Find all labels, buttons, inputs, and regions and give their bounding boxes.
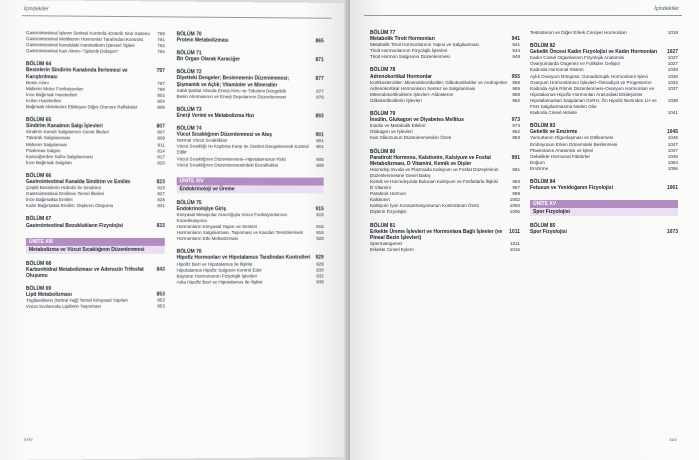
chapter-page-number: 1061 bbox=[666, 185, 678, 192]
toc-entry bbox=[370, 167, 520, 179]
toc-entry-page-number: 1032 bbox=[667, 79, 678, 85]
chapter-page-number: 901 bbox=[315, 132, 324, 139]
toc-entry-title: Erkekte Cinsel Eylem bbox=[370, 246, 414, 252]
toc-entry-title: Karaciğerden Safra Salgılanması bbox=[25, 153, 94, 159]
chapter-entry bbox=[370, 67, 520, 104]
chapter-title: Gastrointestinal Kanalda Sindirim ve Emilim bbox=[25, 179, 131, 186]
toc-entry-title: Hipofiz Bezi ve Hipotalamus ile İlişkisi bbox=[176, 261, 252, 267]
toc-entry-page-number: 1027 bbox=[667, 55, 678, 61]
chapter-entry bbox=[26, 173, 165, 210]
toc-entry-page-number: 1047 bbox=[667, 147, 678, 153]
toc-entry-title: Ovaryum Hormonlarının İşlevleri–Östradiyol ve Progesteron bbox=[530, 79, 652, 85]
chapter-label: BÖLÜM 72 bbox=[176, 69, 202, 76]
toc-entry-page-number: 1037 bbox=[667, 85, 678, 91]
toc-entry-page-number: 1028 bbox=[667, 67, 678, 73]
chapter-title: Vücut Sıcaklığının Düzenlenmesi ve Ateş bbox=[176, 131, 273, 139]
chapter-title: Endokrinolojiye Giriş bbox=[176, 205, 227, 212]
toc-entry bbox=[177, 236, 324, 242]
toc-entry-title: Kadında Hormonal Sistem bbox=[530, 67, 584, 73]
toc-entry-page-number: 958 bbox=[512, 91, 520, 97]
chapter-title: Hipofiz Hormonları ve Hipotalamus Tarafından Kontrolleri bbox=[176, 255, 311, 262]
toc-entry-title: Kortikosteroitler: Mineralokortikoitler, Glikokortikoitler ve Androjenler bbox=[370, 79, 508, 85]
toc-column-right-1 bbox=[370, 30, 520, 253]
toc-entry-page-number: 901 bbox=[316, 144, 324, 150]
toc-entry-group bbox=[530, 30, 678, 36]
toc-entry-title: Gastrointestinal Kanaldaki Hareketlerin İşlevsel Tipleri bbox=[25, 42, 135, 49]
unit-title: Spor Fizyolojisi bbox=[530, 208, 678, 216]
toc-entry-page-number: 1016 bbox=[509, 246, 520, 252]
chapter-label: BÖLÜM 83 bbox=[530, 123, 556, 130]
chapter-page-number: 941 bbox=[511, 36, 520, 43]
chapter-page-number: 1073 bbox=[666, 229, 678, 236]
chapter-entry bbox=[177, 31, 324, 44]
chapter-title: İnsülin, Glukagon ve Diyabetes Mellitus bbox=[370, 117, 464, 124]
right-page bbox=[350, 0, 699, 460]
toc-entry-page-number: 1011 bbox=[510, 240, 520, 246]
toc-entry-title: Ovaryumlarda Oogenez ve Foliküler Gelişim bbox=[530, 61, 621, 67]
toc-entry-title: Gebelikte Hormonal Faktörler bbox=[530, 153, 590, 159]
chapter-label: BÖLÜM 85 bbox=[530, 223, 556, 230]
toc-entry-title: Bağırsak Aktivitesini Etkileyen Diğer Otonom Refleksler bbox=[25, 104, 138, 110]
toc-entry-title: Kalsitonin bbox=[370, 197, 390, 203]
toc-entry-page-number: 823 bbox=[157, 185, 165, 191]
running-head-left: İçindekiler bbox=[23, 6, 49, 13]
chapter-entry bbox=[530, 43, 678, 116]
page-number-left: xxiv bbox=[23, 436, 33, 442]
toc-entry-title: Hormonların Etki Mekanizması bbox=[176, 236, 239, 242]
chapter-title: Gebelik Öncesi Kadın Fizyolojisi ve Kadın Hormonları bbox=[530, 49, 658, 56]
toc-entry-page-number: 905 bbox=[316, 156, 324, 162]
chapter-entry bbox=[530, 179, 678, 191]
toc-entry-page-number: 1047 bbox=[667, 141, 678, 147]
chapter-title: Enerji Verimi ve Metabolizma Hızı bbox=[176, 112, 255, 120]
chapter-page-number: 843 bbox=[156, 266, 165, 273]
toc-entry-title: Hipotalamus Hipofiz Salgısını Kontrol Eder bbox=[176, 267, 262, 273]
toc-entry-page-number: 802 bbox=[157, 92, 165, 98]
toc-entry-page-number: 799 bbox=[157, 86, 165, 92]
toc-entry-page-number: 853 bbox=[157, 297, 165, 303]
toc-entry-page-number: 1041 bbox=[667, 110, 678, 116]
chapter-title-row bbox=[177, 76, 324, 89]
header-rule-right bbox=[364, 15, 682, 16]
chapter-page-number: 1045 bbox=[666, 129, 678, 136]
chapter-page-number: 871 bbox=[315, 57, 324, 64]
unit-header bbox=[26, 238, 165, 254]
chapter-title: Lipit Metabolizması bbox=[25, 291, 72, 298]
toc-entry-title: Arka Hipofiz Bezi ve Hipotalamus ile İlişkisi bbox=[176, 279, 263, 285]
toc-entry-title: Tiroit Hormon Salgısının Düzenlenmesi bbox=[370, 54, 450, 60]
toc-entry-page-number: 814 bbox=[157, 148, 165, 154]
toc-entry-page-number: 1056 bbox=[667, 165, 678, 171]
chapter-label: BÖLÜM 70 bbox=[176, 31, 202, 38]
toc-entry bbox=[370, 98, 520, 104]
chapter-entry bbox=[530, 123, 678, 172]
toc-entry-page-number: 820 bbox=[157, 160, 165, 166]
toc-entry-page-number: 1003 bbox=[509, 203, 520, 209]
chapter-entry bbox=[26, 62, 165, 111]
toc-entry-page-number: 962 bbox=[512, 97, 520, 103]
chapter-page-number: 893 bbox=[315, 113, 324, 120]
chapter-entry bbox=[370, 223, 520, 253]
chapter-entry bbox=[177, 249, 324, 285]
chapter-label: BÖLÜM 64 bbox=[25, 61, 52, 68]
toc-entry-page-number: 982 bbox=[512, 129, 520, 135]
chapter-entry bbox=[177, 69, 324, 100]
chapter-title-row bbox=[177, 56, 324, 63]
toc-entry-page-number: 817 bbox=[157, 154, 165, 160]
left-page bbox=[0, 0, 344, 460]
toc-entry bbox=[177, 279, 324, 285]
toc-entry-page-number: 944 bbox=[512, 48, 520, 54]
toc-entry-title: Kolon Hareketleri bbox=[25, 98, 62, 104]
toc-entry-page-number: 809 bbox=[157, 135, 165, 141]
toc-entry-title: Kemik ve Hücredışında Bulunan Kalsiyum ve Fosfatlarla İlişkisi bbox=[370, 178, 498, 184]
toc-entry-page-number: 973 bbox=[512, 123, 520, 129]
toc-entry-title: Sindirim Kanalı Salgılarının Genel İlkeleri bbox=[25, 129, 109, 135]
toc-entry-page-number: 1027 bbox=[667, 61, 678, 67]
toc-entry-page-number: 1049 bbox=[667, 153, 678, 159]
chapter-title-row bbox=[177, 37, 324, 44]
toc-entry-title: Adrenokortikal Hormonların Sentez ve Salgılanması bbox=[370, 85, 476, 91]
toc-entry-title: Büyüme Hormonunun Fizyolojik İşlevleri bbox=[176, 273, 257, 279]
toc-entry-title: Hipotalamustan Salgılanan GnRH, Ön Hipofiz Bezinden LH ve FSH Salgılanmasına Neden Olur bbox=[530, 97, 657, 110]
unit-header bbox=[177, 177, 324, 193]
toc-entry bbox=[177, 94, 324, 101]
chapter-page-number: 853 bbox=[156, 291, 165, 298]
chapter-entry bbox=[177, 50, 324, 63]
chapter-title: Adrenokortikal Hormonlar bbox=[370, 73, 432, 80]
chapter-entry bbox=[177, 107, 324, 120]
toc-entry-title: İnce Bağırsakta Emilim bbox=[25, 197, 73, 203]
toc-entry-page-number: 853 bbox=[157, 303, 165, 309]
toc-entry-page-number: 991 bbox=[512, 166, 520, 172]
toc-entry bbox=[26, 160, 165, 166]
toc-entry-title: Hormonların Kimyasal Yapısı ve Sentezi bbox=[176, 224, 258, 230]
chapter-page-number: 823 bbox=[156, 179, 165, 186]
toc-entry-page-number: 1038 bbox=[667, 97, 678, 103]
toc-entry-title: Trigliseritlerin (Nötral Yağ) Temel Kimyasal Yapıları bbox=[25, 297, 129, 304]
toc-entry-title: İnce Bağırsak Salgıları bbox=[25, 159, 72, 165]
toc-entry-title: Sabit Şartlar Altında Enerji Alımı ve Tüketimi Dengelidir bbox=[176, 87, 287, 94]
chapter-label: BÖLÜM 73 bbox=[176, 106, 202, 113]
toc-entry bbox=[177, 212, 324, 224]
chapter-page-number: 991 bbox=[511, 154, 520, 161]
toc-entry bbox=[530, 110, 678, 116]
toc-entry-page-number: 929 bbox=[316, 261, 324, 267]
toc-entry-title: Testosteron ve Diğer Erkek Cinsiyet Hormonları bbox=[530, 30, 627, 35]
toc-entry-title: Besin Alımı bbox=[25, 79, 49, 85]
toc-entry-title: Kimyasal Mesajcılar Aracılığıyla Vücut Fonksiyonlarının Koordinasyonu bbox=[176, 211, 288, 224]
chapter-page-number: 833 bbox=[156, 222, 165, 229]
chapter-title: Metabolik Tiroit Hormonları bbox=[370, 36, 435, 43]
toc-column-left-1 bbox=[26, 30, 165, 310]
toc-entry-title: Pankreas Salgısı bbox=[25, 147, 61, 153]
chapter-title: Karbonhidrat Metabolizması ve Adenozin Trifosfat Oluşumu bbox=[25, 266, 144, 279]
toc-entry-page-number: 789 bbox=[157, 31, 165, 37]
chapter-entry bbox=[530, 223, 678, 235]
chapter-title-row bbox=[26, 266, 165, 278]
chapter-title-row bbox=[370, 155, 520, 167]
toc-entry bbox=[26, 48, 165, 55]
chapter-entry bbox=[370, 149, 520, 216]
toc-entry-page-number: 806 bbox=[157, 104, 165, 110]
chapter-page-number: 877 bbox=[315, 76, 324, 83]
chapter-title-row bbox=[177, 113, 324, 120]
toc-entry-page-number: 930 bbox=[316, 267, 324, 273]
toc-entry-title: Vücut Sıvılarında Lipitlerin Taşınması bbox=[25, 303, 102, 310]
toc-entry-title: Vücut Sıcaklığının Düzenlenmesindeki Bozukluklar bbox=[176, 162, 279, 168]
toc-entry-title: Hormonların Salgılanması, Taşınması ve Kandan Temizlenmesi bbox=[176, 230, 303, 236]
toc-entry-title: Kan Glikozunun Düzenlenmesinin Özeti bbox=[370, 135, 451, 141]
toc-entry bbox=[370, 135, 520, 141]
toc-entry-title: Paratiroit Hormon bbox=[370, 191, 406, 197]
chapter-title: Bir Organ Olarak Karaciğer bbox=[176, 56, 241, 63]
toc-entry-title: Midenin Motor Fonksiyonları bbox=[25, 85, 84, 92]
toc-entry-page-number: 939 bbox=[316, 279, 324, 285]
header-rule-left bbox=[22, 15, 332, 19]
chapter-entry bbox=[26, 286, 165, 311]
toc-entry-page-number: 901 bbox=[316, 138, 324, 144]
chapter-title-row bbox=[530, 229, 678, 235]
toc-entry-page-number: 811 bbox=[157, 142, 165, 148]
toc-entry bbox=[530, 166, 678, 172]
toc-entry-page-number: 797 bbox=[157, 80, 165, 86]
toc-entry-title: Kadında Cinsel Aktivite bbox=[530, 110, 577, 116]
toc-entry-page-number: 915 bbox=[316, 212, 324, 218]
toc-entry-title: Kadın Cinsel Organlarının Fizyolojik Anatomisi bbox=[530, 55, 625, 61]
toc-entry bbox=[370, 54, 520, 60]
chapter-label: BÖLÜM 68 bbox=[25, 260, 52, 267]
toc-entry-page-number: 1045 bbox=[667, 135, 678, 141]
toc-entry-page-number: 915 bbox=[316, 224, 324, 230]
chapter-label: BÖLÜM 78 bbox=[370, 67, 396, 74]
toc-entry-page-number: 794 bbox=[157, 49, 165, 55]
toc-entry bbox=[177, 144, 324, 157]
chapter-label: BÖLÜM 75 bbox=[176, 199, 202, 206]
chapter-label: BÖLÜM 65 bbox=[25, 117, 52, 124]
chapter-page-number: 955 bbox=[511, 73, 520, 80]
toc-entry-title: Yumurtanın Olgunlaşması ve Döllenmesi bbox=[530, 135, 613, 141]
toc-entry bbox=[26, 104, 165, 111]
chapter-title: Erkekte Üreme İşlevleri ve Hormonlara Bağlı İşlevler (ve Pineal Bezin İşlevleri) bbox=[370, 228, 503, 241]
toc-entry bbox=[26, 304, 165, 310]
toc-entry-title: Mineralokortikoitlerin İşlevleri–Aldosteron bbox=[370, 91, 454, 97]
toc-entry-title: Tiroit Hormonlarının Fizyolojik İşlevleri bbox=[370, 48, 448, 54]
page-number-right: xxv bbox=[669, 437, 677, 442]
toc-entry-title: Emzirme bbox=[530, 165, 549, 171]
toc-entry-page-number: 955 bbox=[512, 85, 520, 91]
chapter-label: BÖLÜM 79 bbox=[370, 111, 396, 118]
chapter-page-number: 1011 bbox=[509, 228, 520, 235]
toc-entry-page-number: 804 bbox=[157, 98, 165, 104]
chapter-page-number: 915 bbox=[315, 206, 324, 213]
toc-entry-page-number: 918 bbox=[316, 230, 324, 236]
chapter-title: Fetusun ve Yenidoğanın Fizyolojisi bbox=[530, 185, 613, 192]
chapter-entry bbox=[26, 117, 165, 166]
toc-entry-title: Glikokortikoitlerin İşlevleri bbox=[370, 97, 422, 103]
toc-entry-title: Hücredışı Sıvıda ve Plazmada Kalsiyum ve Fosfat Düzeylerinin Düzenlenmesine Genel Bakış bbox=[370, 166, 499, 178]
toc-entry-page-number: 827 bbox=[157, 191, 165, 197]
chapter-entry bbox=[370, 30, 520, 60]
chapter-title: Besinlerin Sindirim Kanalında İlerlemesi ve Karıştırılması bbox=[25, 67, 128, 80]
chapter-label: BÖLÜM 66 bbox=[25, 172, 52, 179]
chapter-label: BÖLÜM 69 bbox=[25, 285, 52, 292]
toc-entry-title: Besin Alınmasının ve Enerji Depolarının Düzenlenmesi bbox=[176, 93, 286, 100]
toc-entry-page-number: 1028 bbox=[667, 73, 678, 79]
toc-entry-page-number: 879 bbox=[316, 94, 324, 100]
chapter-entry bbox=[26, 260, 165, 278]
toc-column-right-2 bbox=[530, 30, 678, 235]
chapter-title: Paratiroit Hormonu, Kalsitonin, Kalsiyum ve Fosfat Metabolizması, D Vitamini, Kemik ve Dişler bbox=[370, 154, 491, 167]
toc-entry-title: Spermatogenez bbox=[370, 240, 403, 246]
chapter-label: BÖLÜM 77 bbox=[370, 30, 396, 36]
toc-entry bbox=[530, 86, 678, 98]
toc-entry bbox=[530, 30, 678, 36]
chapter-entry bbox=[370, 111, 520, 141]
toc-entry-page-number: 807 bbox=[157, 129, 165, 135]
toc-entry bbox=[370, 247, 520, 253]
toc-entry-page-number: 993 bbox=[512, 178, 520, 184]
toc-entry-page-number: 791 bbox=[157, 37, 165, 43]
toc-entry-title: Tükürük Salgılanması bbox=[25, 135, 71, 141]
toc-entry-title: Glukagon ve İşlevleri bbox=[370, 129, 413, 135]
toc-entry-page-number: 1002 bbox=[509, 197, 520, 203]
toc-entry-title: Çeşitli Besinlerin Hidroliz ile Sindirimi bbox=[25, 185, 101, 191]
unit-header bbox=[530, 200, 678, 216]
running-head-right: İçindekiler bbox=[654, 6, 679, 12]
chapter-label: BÖLÜM 80 bbox=[370, 148, 396, 155]
toc-entry-title: Normal Vücut Sıcaklıkları bbox=[176, 137, 228, 143]
toc-entry-title: Vücut Sıcaklığı Isı Kaybına Karşı Isı Üretimi Dengelenerek Kontrol Edilir bbox=[176, 143, 309, 155]
toc-entry-title: Metabolik Tiroit Hormonlarının Yapısı ve Salgılanması bbox=[370, 42, 480, 48]
chapter-title: Sindirim Kanalının Salgı İşlevleri bbox=[25, 123, 103, 130]
toc-entry-page-number: 831 bbox=[157, 203, 165, 209]
toc-entry-page-number: 909 bbox=[316, 162, 324, 168]
chapter-page-number: 807 bbox=[156, 123, 165, 130]
toc-entry-title: Midenin Salgılaması bbox=[25, 141, 68, 147]
chapter-entry bbox=[26, 216, 165, 228]
toc-entry-page-number: 932 bbox=[316, 273, 324, 279]
chapter-label: BÖLÜM 81 bbox=[370, 222, 396, 229]
toc-entry bbox=[530, 98, 678, 110]
toc-entry-title: İnce Bağırsak Hareketleri bbox=[25, 91, 78, 98]
chapter-page-number: 865 bbox=[315, 38, 324, 45]
toc-entry-page-number: 877 bbox=[316, 88, 324, 94]
chapter-title: Gebelik ve Emzirme bbox=[530, 129, 578, 136]
toc-entry-page-number: 1018 bbox=[667, 30, 678, 35]
toc-entry-title: Gastrointestinal Emilimin Temel İlkeleri bbox=[25, 191, 105, 197]
chapter-title: Protein Metabolizması bbox=[176, 37, 229, 44]
toc-entry-page-number: 948 bbox=[512, 54, 520, 60]
chapter-label: BÖLÜM 82 bbox=[530, 43, 556, 50]
toc-entry-group bbox=[26, 30, 165, 55]
unit-label-bar: ÜNİTE XIV bbox=[177, 177, 324, 185]
chapter-page-number: 1027 bbox=[666, 49, 678, 56]
toc-entry-page-number: 1006 bbox=[509, 209, 520, 215]
chapter-title-row bbox=[26, 223, 165, 229]
chapter-title: Diyetteki Dengeler; Beslenmenin Düzenlenmesi; Şişmanlık ve Açlık; Vitaminler ve Mineraller bbox=[176, 75, 290, 89]
chapter-page-number: 797 bbox=[156, 68, 165, 75]
chapter-title-row bbox=[370, 229, 520, 241]
toc-entry bbox=[370, 209, 520, 215]
unit-title: Endokrinoloji ve Üreme bbox=[177, 185, 324, 193]
toc-entry-title: Vücut Sıcaklığının Düzenlenmesi–Hipotalamusun Rolü bbox=[176, 156, 286, 162]
toc-entry-page-number: 999 bbox=[512, 191, 520, 197]
toc-entry bbox=[177, 162, 324, 168]
unit-label-bar: ÜNİTE XIII bbox=[26, 238, 165, 246]
toc-column-left-2 bbox=[177, 31, 324, 285]
chapter-page-number: 929 bbox=[315, 255, 324, 262]
toc-entry-title: Kalın Bağırsakta Emilim: Dışkının Oluşumu bbox=[25, 203, 114, 209]
chapter-label: BÖLÜM 76 bbox=[176, 249, 202, 256]
chapter-entry bbox=[177, 200, 324, 242]
chapter-label: BÖLÜM 74 bbox=[176, 125, 202, 132]
toc-entry-title: Gastrointestinal İşlevin Sinirsel Kontrolü–Enterik Sinir Sistemi bbox=[25, 30, 150, 37]
toc-entry-title: Doğum bbox=[530, 159, 545, 165]
chapter-page-number: 973 bbox=[511, 117, 520, 124]
chapter-label: BÖLÜM 84 bbox=[530, 178, 556, 185]
toc-entry-title: Plasentanın Anatomisi ve İşlevi bbox=[530, 147, 594, 153]
toc-entry-page-number: 997 bbox=[512, 185, 520, 191]
chapter-title-row bbox=[530, 185, 678, 191]
toc-entry-page-number: 920 bbox=[316, 236, 324, 242]
toc-entry-page-number: 983 bbox=[512, 135, 520, 141]
toc-entry-page-number: 941 bbox=[512, 42, 520, 48]
unit-label-bar: ÜNİTE XV bbox=[530, 200, 678, 208]
unit-title: Metabolizma ve Vücut Sıcaklığının Düzenlenmesi bbox=[26, 246, 165, 254]
toc-entry-title: Embriyonun Erken Dönemdeki Beslenmesi bbox=[530, 141, 618, 147]
toc-entry-title: Kalsiyum İyon Konsantrasyonunun Kontrolünün Özeti bbox=[370, 203, 479, 209]
toc-entry-title: Aylık Ovaryum Döngüsü; Gonadotropik Hormonların İşlevi bbox=[530, 73, 648, 79]
chapter-title-row bbox=[26, 68, 165, 81]
chapter-label: BÖLÜM 71 bbox=[176, 50, 202, 57]
toc-entry-page-number: 955 bbox=[512, 79, 520, 85]
toc-entry-title: Dişlerin Fizyolojisi bbox=[370, 209, 407, 215]
toc-entry-title: İnsülin ve Metabolik Etkileri bbox=[370, 123, 426, 129]
toc-entry-page-number: 792 bbox=[157, 43, 165, 49]
chapter-label: BÖLÜM 67 bbox=[25, 216, 52, 223]
toc-entry-page-number: 1054 bbox=[667, 159, 678, 165]
chapter-entry bbox=[177, 126, 324, 169]
toc-entry-page-number: 828 bbox=[157, 197, 165, 203]
toc-entry bbox=[26, 203, 165, 209]
toc-entry-title: Gastrointestinal Kan Akımı–"Splenik Dolaşım" bbox=[25, 48, 119, 55]
toc-entry-title: D Vitamini bbox=[370, 185, 391, 191]
chapter-title: Spor Fizyolojisi bbox=[530, 229, 567, 236]
toc-entry-title: Kadında Aylık Ritmin Düzenlenmesi–Ovaryum Hormonları ve Hipotalamus-Hipofiz Hormonları Arasındaki Etkileşimler bbox=[530, 85, 654, 97]
chapter-title: Gastrointestinal Bozuklukların Fizyolojisi bbox=[25, 222, 124, 229]
toc-entry-title: Gastrointestinal Motilitenin Hormonlar Tarafından Kontrolü bbox=[25, 36, 144, 43]
